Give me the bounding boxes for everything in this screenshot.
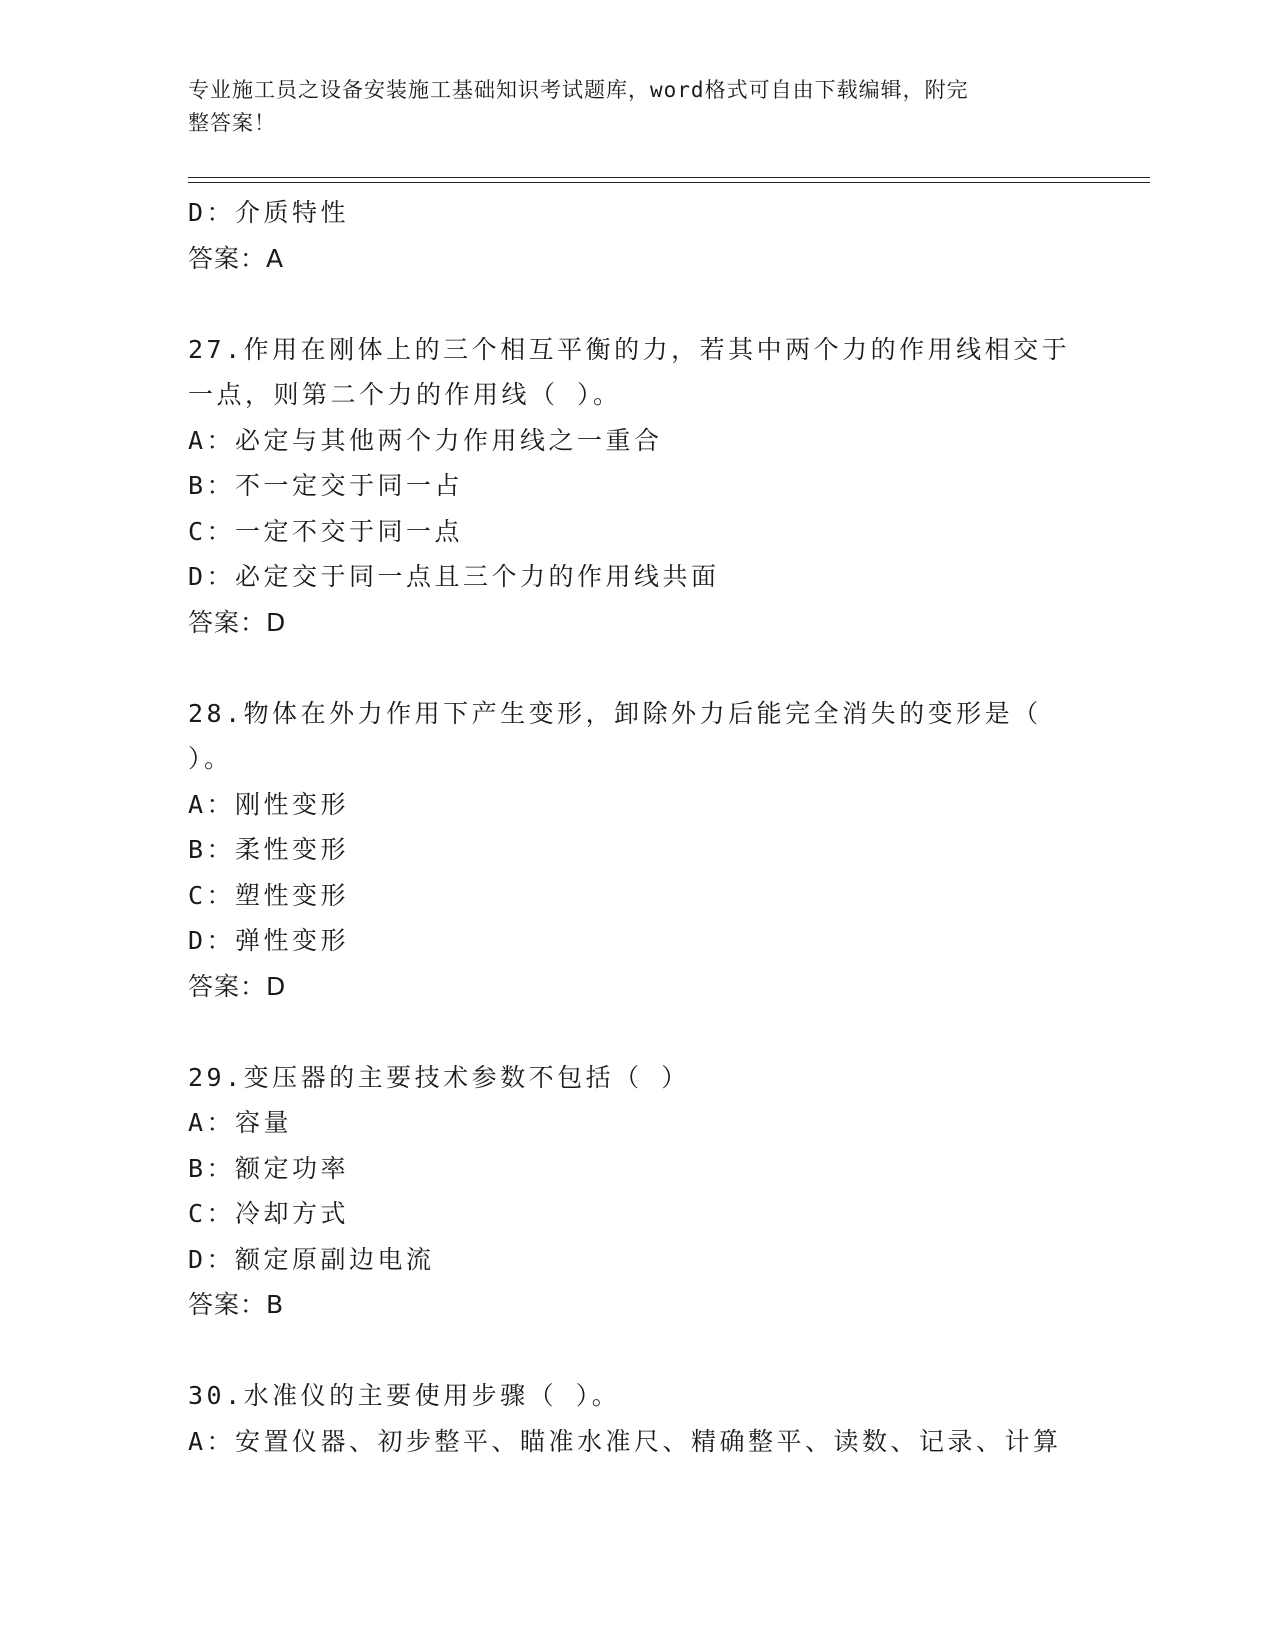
- spacer: [188, 281, 1108, 327]
- option-d: D：介质特性: [188, 198, 350, 227]
- answer: 答案：D: [188, 971, 287, 1001]
- header-line-1: 专业施工员之设备安装施工基础知识考试题库，word格式可自由下载编辑，附完: [188, 78, 969, 102]
- option-a: A：必定与其他两个力作用线之一重合: [188, 425, 663, 455]
- answer: 答案：D: [188, 607, 287, 637]
- question-stem: 29.变压器的主要技术参数不包括（ ）: [188, 1062, 690, 1092]
- option-a: A：安置仪器、初步整平、瞄准水准尺、精确整平、读数、记录、计算: [188, 1426, 1062, 1456]
- answer: 答案：B: [188, 1290, 285, 1319]
- option-d: D：必定交于同一点且三个力的作用线共面: [188, 562, 720, 591]
- document-header: [188, 74, 1068, 140]
- header-rule-bottom: [188, 182, 1150, 183]
- question-29: [188, 1055, 1108, 1328]
- spacer: [188, 1009, 1108, 1055]
- question-stem: 28.物体在外力作用下产生变形，卸除外力后能完全消失的变形是（: [188, 698, 1042, 728]
- option-c: C：塑性变形: [188, 880, 350, 910]
- question-stem: 30.水准仪的主要使用步骤（ ）。: [188, 1381, 621, 1410]
- question-stem-continued: 一点，则第二个力的作用线（ ）。: [188, 380, 622, 409]
- question-stem: 27.作用在刚体上的三个相互平衡的力，若其中两个力的作用线相交于: [188, 334, 1071, 364]
- option-b: B：不一定交于同一占: [188, 471, 464, 500]
- question-27: [188, 327, 1108, 646]
- header-rule-top: [188, 177, 1150, 178]
- question-stem-continued: ）。: [188, 744, 233, 773]
- question-30: [188, 1373, 1108, 1464]
- option-a: A：容量: [188, 1108, 293, 1137]
- header-line-2: 整答案！: [188, 111, 276, 135]
- option-b: B：额定功率: [188, 1153, 350, 1183]
- option-a: A：刚性变形: [188, 789, 350, 819]
- option-d: D：弹性变形: [188, 926, 350, 955]
- option-b: B：柔性变形: [188, 835, 350, 864]
- spacer: [188, 645, 1108, 691]
- option-c: C：一定不交于同一点: [188, 516, 464, 546]
- question-26-tail: [188, 190, 1108, 281]
- spacer: [188, 1328, 1108, 1374]
- answer: 答案：A: [188, 243, 285, 273]
- document-body: [188, 190, 1108, 1464]
- option-d: D：额定原副边电流: [188, 1244, 435, 1274]
- question-28: [188, 691, 1108, 1010]
- option-c: C：冷却方式: [188, 1199, 350, 1228]
